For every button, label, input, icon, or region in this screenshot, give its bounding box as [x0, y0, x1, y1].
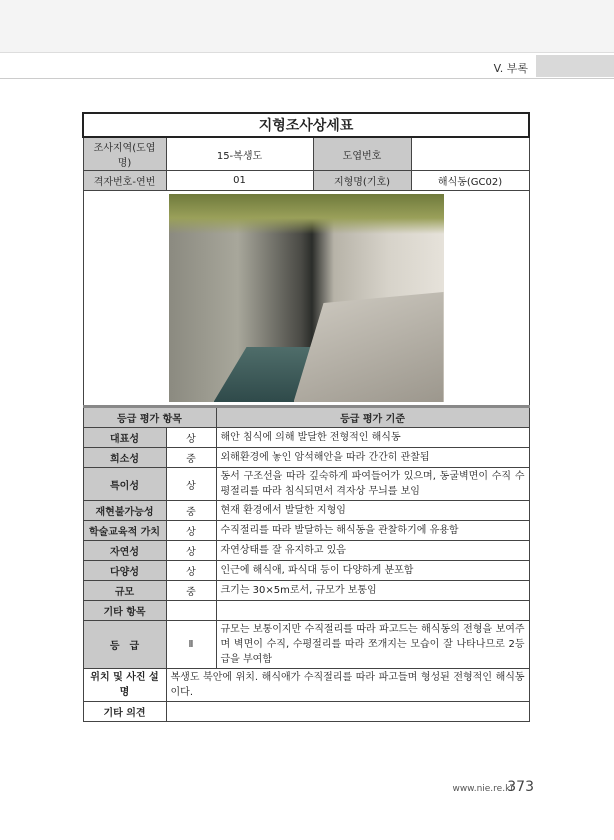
- eval-row: [83, 621, 529, 669]
- eval-grade: 상: [166, 468, 216, 501]
- eval-item: 특이성: [83, 468, 166, 501]
- sea-cave-photo: [169, 194, 444, 402]
- landform-survey-table: [82, 112, 530, 722]
- eval-item: 다양성: [83, 561, 166, 581]
- eval-desc: 수직절리를 따라 발달하는 해식동을 관찰하기에 유용함: [216, 521, 529, 541]
- grid-label: 격자번호-연번: [83, 171, 166, 191]
- eval-item: 학술교육적 가치: [83, 521, 166, 541]
- eval-row: [83, 581, 529, 601]
- eval-row: [83, 501, 529, 521]
- eval-grade: 중: [166, 501, 216, 521]
- eval-grade: [166, 601, 216, 621]
- eval-row: [83, 601, 529, 621]
- eval-desc: 해안 침식에 의해 발달한 전형적인 해식동: [216, 428, 529, 448]
- page-header-band: [0, 0, 614, 53]
- eval-desc: 인근에 해식애, 파식대 등이 다양하게 분포함: [216, 561, 529, 581]
- eval-item: 대표성: [83, 428, 166, 448]
- map-no-label: 도엽번호: [313, 137, 411, 171]
- eval-grade: 상: [166, 521, 216, 541]
- eval-grade: Ⅱ: [166, 621, 216, 669]
- eval-item: 기타 항목: [83, 601, 166, 621]
- eval-desc: 동서 구조선을 따라 깊숙하게 파여들어가 있으며, 동굴벽면이 수직 수평절리를 따라 침식되면서 격자상 무늬를 보임: [216, 468, 529, 501]
- eval-item: 등 급: [83, 621, 166, 669]
- eval-desc: [216, 601, 529, 621]
- table-title: 지형조사상세표: [83, 113, 529, 137]
- landform-label: 지형명(기호): [313, 171, 411, 191]
- eval-desc: 규모는 보통이지만 수직절리를 따라 파고드는 해식동의 전형을 보여주며 벽면이 수직, 수평절리를 따라 쪼개지는 모습이 잘 나타나므로 2등급을 부여함: [216, 621, 529, 669]
- section-tab: [536, 55, 614, 77]
- eval-item: 규모: [83, 581, 166, 601]
- eval-row: [83, 521, 529, 541]
- eval-desc: 크기는 30×5m로서, 규모가 보통임: [216, 581, 529, 601]
- survey-area-value: 15-복생도: [166, 137, 313, 171]
- other-label: 기타 의견: [83, 702, 166, 722]
- landform-value: 해식동(GC02): [411, 171, 529, 191]
- eval-item-header: 등급 평가 항목: [83, 407, 216, 428]
- other-value: [166, 702, 529, 722]
- eval-desc: 자연상태를 잘 유지하고 있음: [216, 541, 529, 561]
- eval-criteria-header: 등급 평가 기준: [216, 407, 529, 428]
- location-desc: 복생도 북안에 위치. 해식애가 수직절리를 따라 파고들며 형성된 전형적인 해식동이다.: [166, 669, 529, 702]
- eval-desc: 외해환경에 놓인 암석해안을 따라 간간히 관찰됨: [216, 448, 529, 468]
- survey-area-label: 조사지역(도엽명): [83, 137, 166, 171]
- eval-grade: 상: [166, 428, 216, 448]
- eval-grade: 중: [166, 448, 216, 468]
- eval-desc: 현재 환경에서 발달한 지형임: [216, 501, 529, 521]
- eval-row: [83, 561, 529, 581]
- section-title: V. 부록: [493, 62, 528, 75]
- eval-item: 희소성: [83, 448, 166, 468]
- eval-grade: 상: [166, 541, 216, 561]
- location-label: 위치 및 사진 설명: [83, 669, 166, 702]
- eval-item: 자연성: [83, 541, 166, 561]
- eval-grade: 상: [166, 561, 216, 581]
- eval-row: [83, 468, 529, 501]
- divider: [0, 78, 614, 79]
- eval-row: [83, 428, 529, 448]
- footer-site: www.nie.re.kr: [452, 784, 514, 794]
- page-number: 373: [507, 779, 534, 795]
- eval-row: [83, 541, 529, 561]
- grid-value: 01: [166, 171, 313, 191]
- map-no-value: [411, 137, 529, 171]
- eval-row: [83, 448, 529, 468]
- eval-item: 재현불가능성: [83, 501, 166, 521]
- eval-grade: 중: [166, 581, 216, 601]
